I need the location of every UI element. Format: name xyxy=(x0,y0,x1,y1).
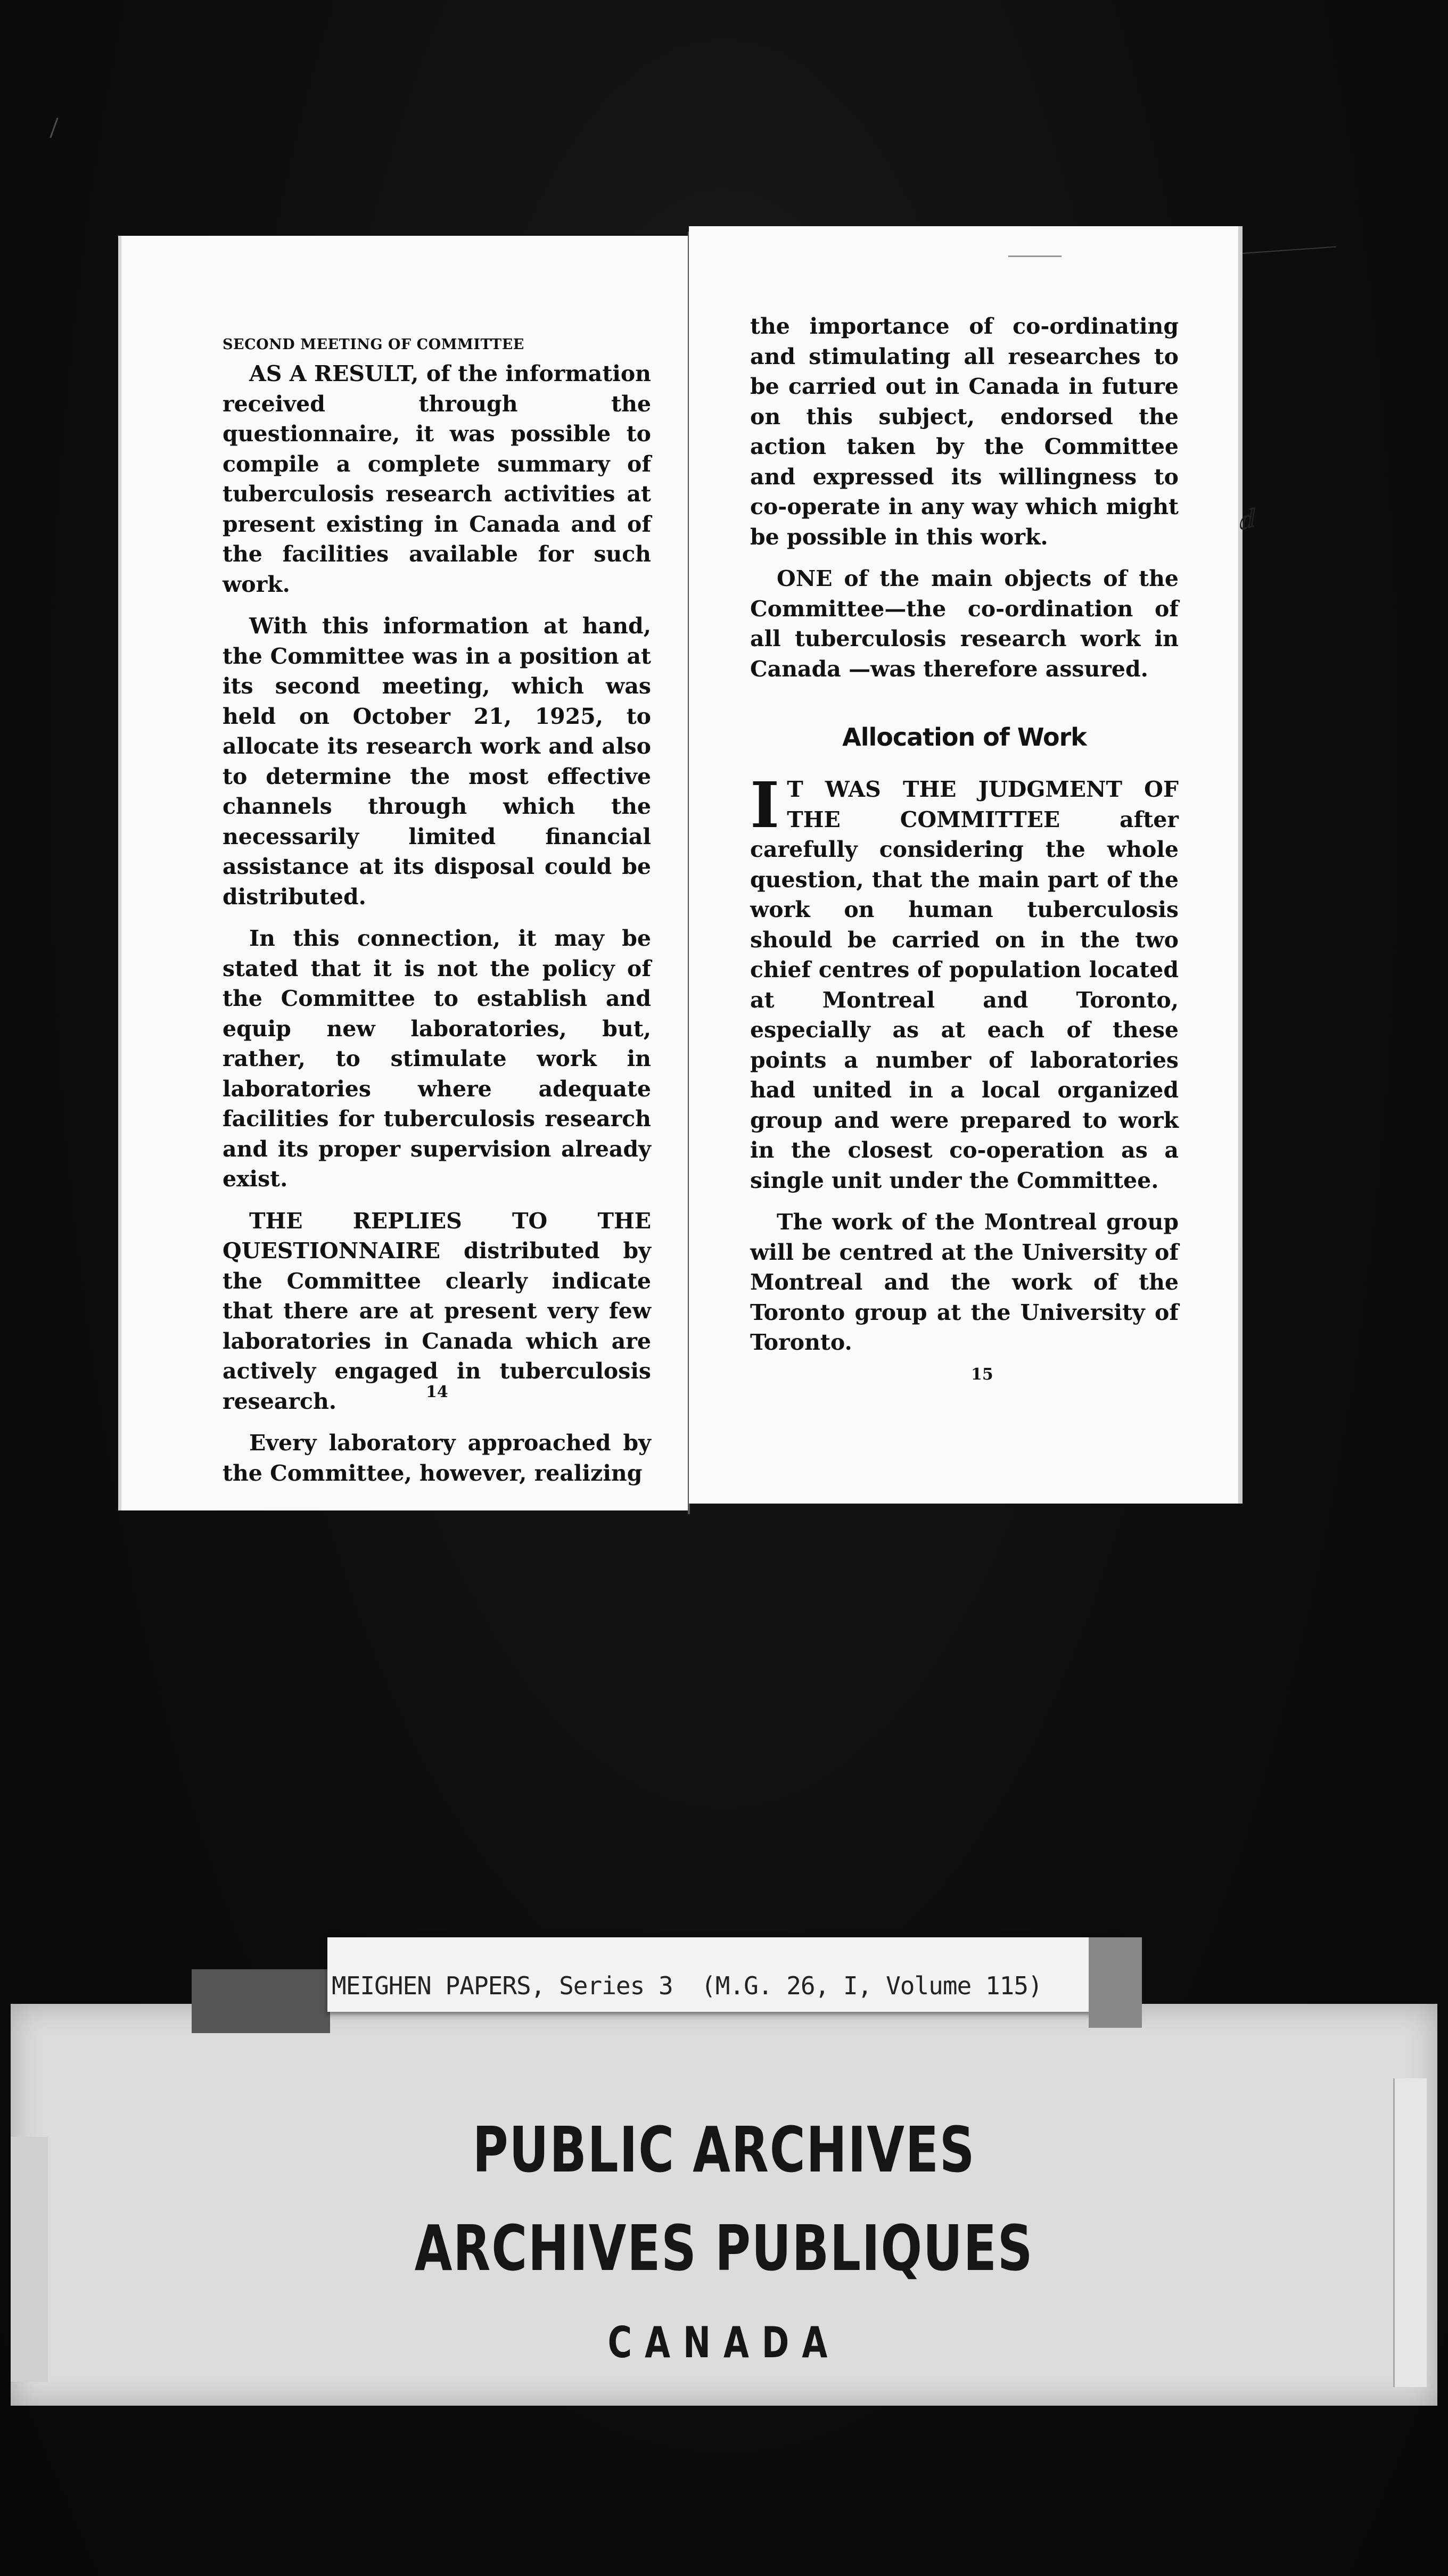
handwritten-margin-mark: ⅆ xyxy=(1233,503,1258,536)
paragraph: the importance of co-ordinating and stimulating all researches to be carried out in Canada in future on this subject, endorsed the action taken by the Committee and expressed its willingness to co-operate in any way which might be possible in this work. xyxy=(750,313,1179,550)
archive-title-english: PUBLIC ARCHIVES xyxy=(472,2113,976,2186)
section-title: Allocation of Work xyxy=(842,723,1087,752)
paragraph: Every laboratory approached by the Committee, however, realizing xyxy=(223,1430,651,1486)
page-number: 14 xyxy=(426,1383,448,1401)
running-head: SECOND MEETING OF COMMITTEE xyxy=(223,336,524,353)
open-booklet xyxy=(113,226,1258,1520)
right-page-text xyxy=(750,311,1179,1369)
left-page-text xyxy=(223,334,651,1500)
left-page xyxy=(118,236,689,1510)
reference-label xyxy=(327,1937,1121,2012)
pencil-mark xyxy=(1008,255,1062,257)
paragraph: ONE of the main objects of the Committee—the co-ordination of all tuberculosis research work in Canada —was therefore assured. xyxy=(750,566,1179,682)
right-page xyxy=(689,226,1258,1504)
paragraph: In this connection, it may be stated that it is not the policy of the Committee to establish and equip new laboratories, but, rather, to stimulate work in laboratories where adequate facilities for tuberculosis research and its proper supervision already exist. xyxy=(223,926,651,1192)
page-number: 15 xyxy=(971,1365,993,1384)
dropcap-paragraph xyxy=(750,768,1179,1195)
tape xyxy=(1089,1937,1142,2028)
paragraph: The work of the Montreal group will be centred at the University of Montreal and the work of the Toronto group at the University of Toronto. xyxy=(750,1209,1179,1355)
paragraph: AS A RESULT, of the information received through the questionnaire, it was possible to compile a complete summary of tuberculosis research activities at present existing in Canada and of the facilities available for such work. xyxy=(223,361,651,597)
archive-card xyxy=(11,2004,1437,2406)
archive-title-french: ARCHIVES PUBLIQUES xyxy=(414,2211,1034,2285)
tape xyxy=(192,1969,330,2033)
card-edge xyxy=(1393,2078,1427,2387)
reference-text: MEIGHEN PAPERS, Series 3 (M.G. 26, I, Volume 115) xyxy=(332,1971,1042,2000)
card-edge xyxy=(11,2137,48,2382)
archive-country: CANADA xyxy=(607,2318,841,2367)
paragraph: THE REPLIES TO THE QUESTIONNAIRE distributed by the Committee clearly indicate that there are at present very few laboratories in Canada which are actively engaged in tuberculosis research. xyxy=(223,1208,651,1414)
paragraph: With this information at hand, the Committee was in a position at its second meeting, which was held on October 21, 1925, to allocate its research work and also to determine the most effective channels through which the necessarily limited financial assistance at its disposal could be distributed. xyxy=(223,613,651,910)
dropcap-paragraph-text: T WAS THE JUDGMENT OF THE COMMITTEE after carefully considering the whole question, that the main part of the work on human tuberculosis should be carried on in the two chief centres of population located at Montreal and Toronto, especially as at each of these points a number of laboratories had united in a local organized group and were prepared to work in the closest co-operation as a single unit under the Committee. xyxy=(750,777,1179,1193)
dropcap-letter: I xyxy=(750,768,780,842)
